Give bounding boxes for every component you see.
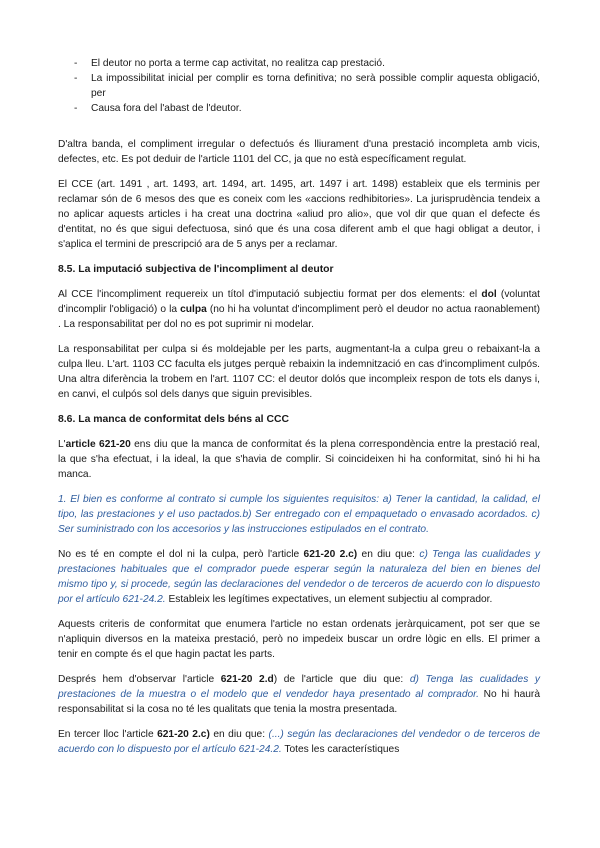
paragraph-culpa: La responsabilitat per culpa si és moldejable per les parts, augmentant-la a culpa greu o rebaixant-la a culpa lleu. L'art. 1103 CC faculta els jutges perquè rebaixin la indemnització en cas d'incompliment culpós. Una altra diferència la trobem en l'art. 1107 CC: el deutor dolós que incompleix respon de tots els danys i, en canvi, el culpós sol dels danys que siguin previsibles.: [58, 344, 540, 400]
paragraph-imputation: Al CCE l'incompliment requereix un títol d'imputació subjectiu format per dos elements: el dol (voluntat d'incomplir l'obligació) o la culpa (no hi ha voluntat d'incompliment però el deudor no actua raonablement) . La responsabilitat per dol no es pot suprimir ni modelar.: [58, 289, 540, 330]
paragraph-sample-model: Després hem d'observar l'article 621-20 2.d) de l'article que diu que: d) Tenga las cualidades y prestaciones de la muestra o el modelo que el vendedor haya presentado al comprador. No hi haurà responsabilitat si la cosa no té les qualitats que tenia la mostra presentada.: [58, 674, 540, 715]
list-dash: -: [74, 103, 78, 114]
list-item: - El deutor no porta a terme cap activitat, no realitza cap prestació.: [74, 58, 385, 69]
consequences-list: [58, 56, 540, 116]
spacer: [58, 116, 540, 137]
paragraph-defective-performance: D'altra banda, el compliment irregular o defectuós és lliurament d'una prestació incompleta amb vicis, defectes, etc. Es pot deduir de l'article 1101 del CC, ja que no està específicament regulat.: [58, 139, 540, 165]
list-dash: -: [74, 73, 78, 84]
paragraph-article-621-20: L'article 621-20 ens diu que la manca de conformitat és la plena correspondència entre la prestació real, la que s'ha efectuat, i la ideal, la que s'havia de complir. Si coincideixen hi ha conformitat, sinó hi hi ha manca.: [58, 439, 540, 480]
list-item: - La impossibilitat inicial per complir es torna definitiva; no serà possible complir aquesta obligació, per: [74, 73, 540, 99]
paragraph-declarations: En tercer lloc l'article 621-20 2.c) en diu que: (...) según las declaraciones del vendedor o de terceros de acuerdo con lo dispuesto por el artículo 621-24.2. Totes les característiques: [58, 729, 540, 755]
list-item: - Causa fora del l'abast de l'deutor.: [74, 103, 242, 114]
section-heading-8-5: 8.5. La imputació subjectiva de l'incompliment al deutor: [58, 264, 334, 275]
paragraph-expectations: No es té en compte el dol ni la culpa, però l'article 621-20 2.c) en diu que: c) Tenga las cualidades y prestaciones habituales que el comprador puede esperar según la naturaleza del bien en bienes del mismo tipo y, si procede, según las declaraciones del vendedor o de terceros de acuerdo con lo dispuesto por el artículo 621-24.2. Estableix les legítimes expectatives, un element subjectiu al comprador.: [58, 549, 541, 605]
section-heading-8-6: 8.6. La manca de conformitat dels béns al CCC: [58, 414, 289, 425]
list-dash: -: [74, 58, 78, 69]
quoted-article-text: 1. El bien es conforme al contrato si cumple los siguientes requisitos: a) Tener la cantidad, la calidad, el tipo, las prestaciones y el uso pactados.b) Ser entregado con el empaquetado o envasado acordados. c) Ser suministrado con los accesorios y las instrucciones estipulados en el contrato.: [58, 494, 540, 535]
paragraph-criteria-order: Aquests criteris de conformitat que enumera l'article no estan ordenats jeràrquicament, pot ser que se n'apliquin diversos en la mateixa prestació, però no impedeix buscar un ordre lògic en ells. El primer a tenir en compte és el que hagin pactat les parts.: [58, 619, 540, 660]
paragraph-cce-terms: El CCE (art. 1491 , art. 1493, art. 1494, art. 1495, art. 1497 i art. 1498) estableix que els terminis per reclamar són de 6 mesos des que es coneix com les «accions redhibitories». La jurisprudència tendeix a no aplicar aquests articles i ha creat una doctrina «aliud pro alio», que vol dir que quan el defecte és d'entitat, no és que sigui defectuosa, sinó que és una cosa diferent amb el que hagi obligat a deutor, i s'aplica el termini de prescripció ara de 5 anys per a reclamar.: [58, 179, 540, 250]
